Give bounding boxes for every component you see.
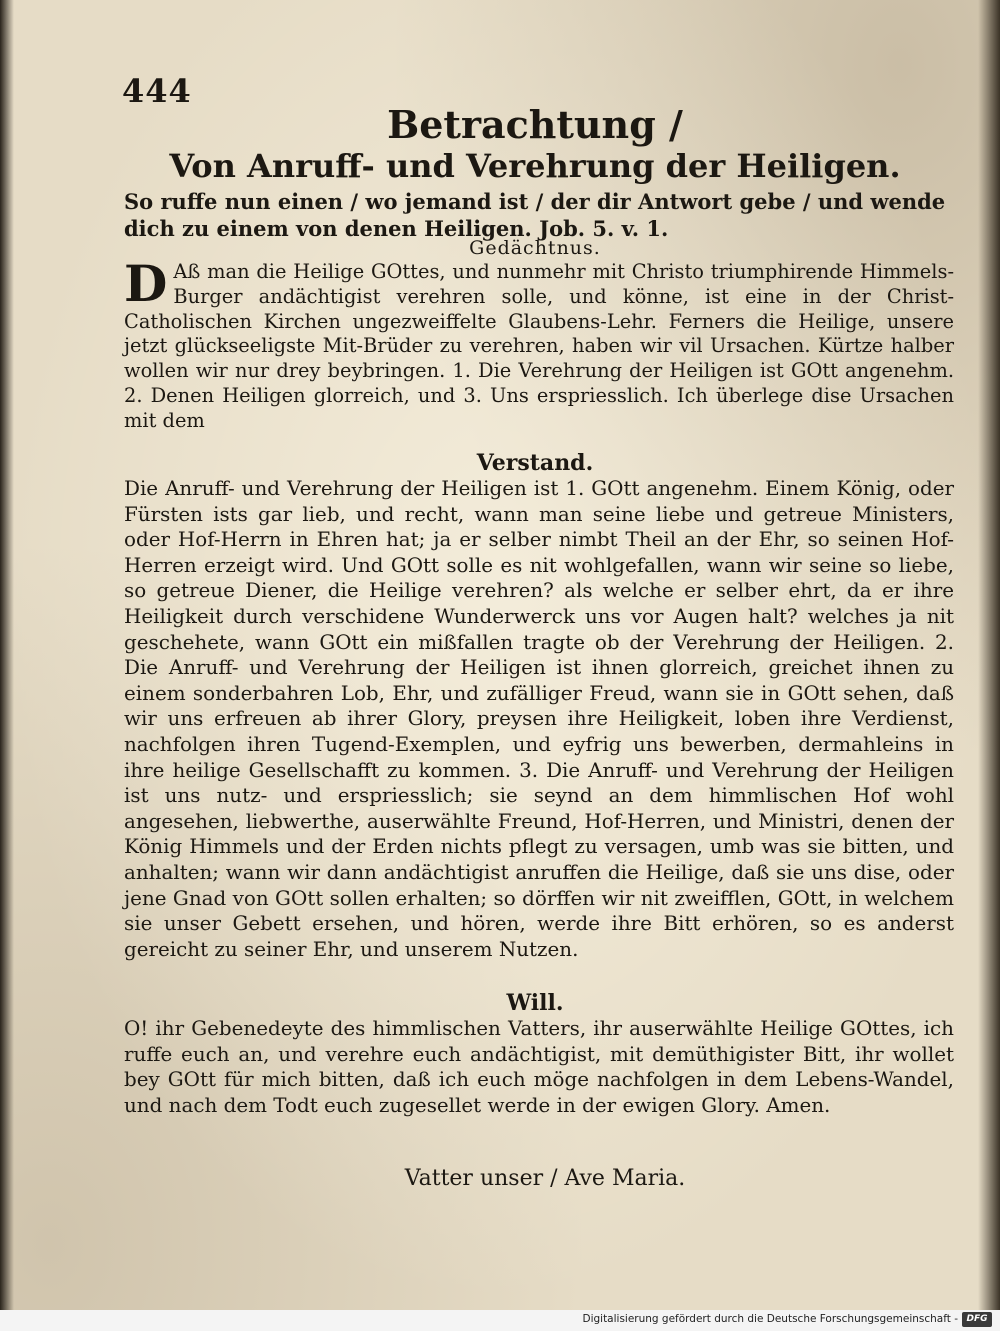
paragraph-understanding: Die Anruff- und Verehrung der Heiligen ist 1. GOtt angenehm. Einem König, oder Fürsten ists gar lieb, und recht, wann man seine liebe und getreue Ministers, oder Hof-Herrn in Ehren hat; ja er selber nimbt Theil an der Ehr, so seinen Hof-Herren erzeigt wird. Und GOtt solle es nit wohlgefallen, wann wir seine so liebe, so getreue Diener, die Heilige verehren? als welche er selber ehrt, da er ihre Heiligkeit durch verschidene Wunderwerck uns vor Augen halt? welches ja nit geschehete, wann GOtt ein mißfallen tragte ob der Verehrung der Heiligen. 2. Die Anruff- und Verehrung der Heiligen ist ihnen glorreich, greichet ihnen zu einem sonderbahren Lob, Ehr, und zufälliger Freud, wann sie in GOtt sehen, daß wir uns erfreuen ab ihrer Glory, preysen ihre Heiligkeit, loben ihre Verdienst, nachfolgen ihren Tugend-Exemplen, und eyfrig uns bewerben, dermahleins in ihre heilige Gesellschafft zu kommen. 3. Die Anruff- und Verehrung der Heiligen ist uns nutz- und erspriesslich; sie seynd an dem himmlischen Hof wohl angesehen, liebwerthe, auserwählte Freund, Hof-Herren, und Ministri, denen der König Himmels und der Erden nichts pflegt zu versagen, umb was sie bitten, und anhalten; wann wir dann andächtigist anruffen die Heilige, daß sie uns dise, oder jene Gnad von GOtt sollen erhalten; so dörffen wir nit zweifflen, GOtt, in welchem sie unser Gebett ersehen, und hören, werde ihre Bitt erhören, so es anderst gereicht zu seiner Ehr, und unserem Nutzen. xyxy=(124,477,954,961)
footer-credit: Digitalisierung gefördert durch die Deutsche Forschungsgemeinschaft - xyxy=(582,1313,958,1325)
drop-cap: D xyxy=(124,254,168,313)
closing-prayer: Vatter unser / Ave Maria. xyxy=(404,1166,686,1191)
motto-quote: So ruffe nun einen / wo jemand ist / der dir Antwort gebe / und wende dich zu einem von denen Heiligen. Job. 5. v. 1. xyxy=(124,189,946,241)
paragraph-will: O! ihr Gebenedeyte des himmlischen Vatters, ihr auserwählte Heilige GOttes, ich ruffe euch an, und verehre euch andächtigist, mit demüthigister Bitt, ihr wollet bey GOtt für mich bitten, daß ich euch möge nachfolgen in dem Lebens-Wandel, und nach dem Todt euch zugesellet werde in der ewigen Glory. Amen. xyxy=(124,1017,954,1117)
page-title: Betrachtung / xyxy=(387,102,683,147)
paragraph-memory-text: Aß man die Heilige GOttes, und nunmehr mit Christo triumphirende Himmels-Burger andächtigist verehren solle, und könne, ist eine in der Christ-Catholischen Kirchen ungezweiffelte Glaubens-Lehr. Ferners die Heilige, unsere jetzt glückseeligste Mit-Brüder zu verehren, haben wir vil Ursachen. Kürtze halber wollen wir nur drey beybringen. 1. Die Verehrung der Heiligen ist GOtt angenehm. 2. Denen Heiligen glorreich, und 3. Uns erspriesslich. Ich überlege dise Ursachen mit dem xyxy=(124,260,954,432)
heading-will: Will. xyxy=(506,990,564,1016)
paragraph-memory xyxy=(124,254,954,434)
heading-understanding: Verstand. xyxy=(476,450,594,476)
heading-memory: Gedächtnus. xyxy=(469,237,601,259)
page-subtitle: Von Anruff- und Verehrung der Heiligen. xyxy=(169,147,901,185)
dfg-logo: DFG xyxy=(962,1312,992,1327)
page-number: 444 xyxy=(122,72,192,110)
